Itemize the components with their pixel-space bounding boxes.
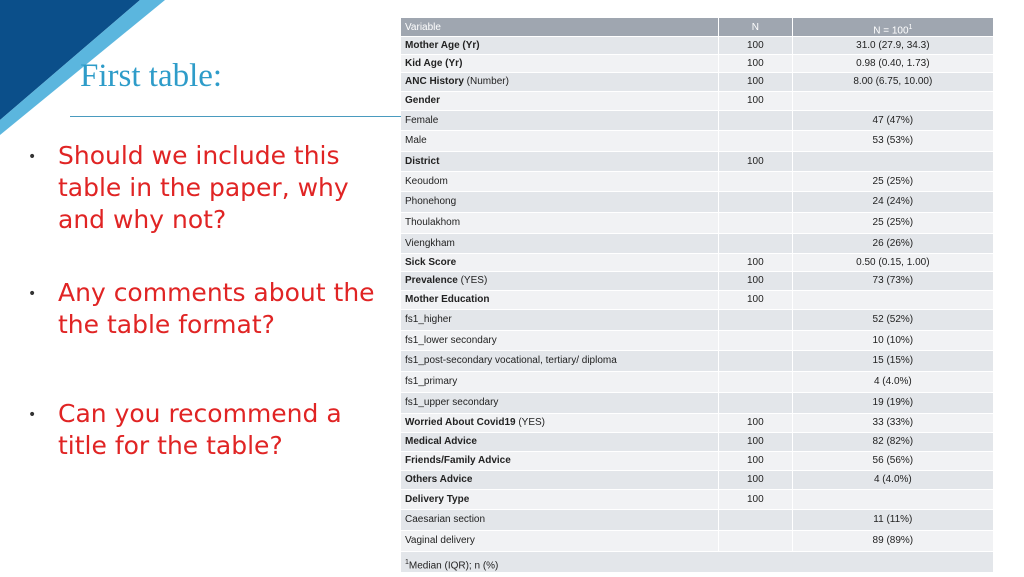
variable-label: fs1_lower secondary	[405, 335, 497, 346]
cell-variable	[401, 372, 718, 392]
cell-variable	[401, 310, 718, 330]
variable-label: Male	[405, 135, 427, 146]
bullet-item	[28, 277, 376, 341]
cell-stat: 52 (52%)	[872, 314, 914, 325]
table-row	[401, 433, 993, 452]
variable-label: District	[405, 156, 440, 167]
table-row	[401, 510, 993, 531]
cell-n	[718, 351, 793, 371]
cell-n: 100	[718, 55, 793, 72]
table-row	[401, 37, 993, 55]
cell-stat: 25 (25%)	[872, 176, 914, 187]
cell-n	[718, 131, 793, 151]
cell-n	[718, 234, 793, 253]
bullet-icon: •	[28, 407, 37, 423]
table-row	[401, 490, 993, 510]
cell-n	[718, 510, 793, 530]
cell-variable	[401, 152, 718, 171]
cell-stat: 47 (47%)	[872, 115, 914, 126]
cell-n: 100	[718, 433, 793, 451]
bullet-text: Any comments about the the table format?	[58, 278, 375, 339]
variable-label: Others Advice	[405, 474, 473, 485]
cell-variable	[401, 490, 718, 509]
variable-label: Thoulakhom	[405, 217, 461, 228]
cell-variable	[401, 192, 718, 212]
header-stat-sup: 1	[908, 24, 913, 31]
cell-stat	[793, 152, 993, 171]
cell-n	[718, 213, 793, 233]
cell-variable	[401, 331, 718, 350]
variable-label: Kid Age (Yr)	[405, 58, 463, 69]
variable-label: Prevalence	[405, 275, 458, 286]
cell-n	[718, 393, 793, 413]
variable-label: Phonehong	[405, 196, 457, 207]
cell-n	[718, 172, 793, 191]
table-row	[401, 310, 993, 331]
cell-variable	[401, 433, 718, 451]
table-header-row	[401, 18, 993, 37]
table-row	[401, 92, 993, 111]
table-body	[401, 37, 993, 552]
footnote-sup: 1	[405, 559, 409, 566]
cell-variable	[401, 471, 718, 489]
table-row	[401, 452, 993, 471]
table-row	[401, 351, 993, 372]
bullet-icon: •	[28, 286, 37, 302]
variable-label: Keoudom	[405, 176, 448, 187]
bullet-icon: •	[28, 149, 37, 165]
cell-variable	[401, 351, 718, 371]
cell-variable	[401, 131, 718, 151]
variable-suffix: (Number)	[463, 76, 509, 87]
summary-table	[401, 18, 993, 572]
cell-stat: 4 (4.0%)	[873, 376, 912, 387]
variable-label: Mother Age (Yr)	[405, 40, 480, 51]
cell-variable	[401, 291, 718, 309]
cell-variable	[401, 452, 718, 470]
table-row	[401, 172, 993, 192]
cell-stat: 4 (4.0%)	[873, 474, 912, 485]
cell-stat: 25 (25%)	[872, 217, 914, 228]
cell-n: 100	[718, 452, 793, 470]
table-row	[401, 111, 993, 131]
cell-variable	[401, 254, 718, 271]
header-stat	[793, 18, 993, 36]
table-row	[401, 331, 993, 351]
cell-n: 100	[718, 254, 793, 271]
cell-n	[718, 111, 793, 130]
cell-stat: 15 (15%)	[872, 355, 914, 366]
cell-variable	[401, 393, 718, 413]
variable-label: Viengkham	[405, 238, 455, 249]
cell-variable	[401, 414, 718, 432]
table-row	[401, 393, 993, 414]
cell-n: 100	[718, 471, 793, 489]
cell-n	[718, 310, 793, 330]
cell-stat: 89 (89%)	[872, 535, 914, 546]
table-row	[401, 272, 993, 291]
cell-stat: 0.50 (0.15, 1.00)	[856, 257, 930, 268]
variable-label: Worried About Covid19	[405, 417, 516, 428]
variable-label: Friends/Family Advice	[405, 455, 511, 466]
cell-stat	[793, 291, 993, 309]
cell-stat: 53 (53%)	[872, 135, 914, 146]
cell-stat: 8.00 (6.75, 10.00)	[853, 76, 933, 87]
cell-n	[718, 192, 793, 212]
cell-n: 100	[718, 291, 793, 309]
cell-stat: 0.98 (0.40, 1.73)	[856, 58, 930, 69]
variable-label: fs1_upper secondary	[405, 397, 499, 408]
table-row	[401, 131, 993, 152]
title-divider	[70, 116, 405, 117]
variable-label: Caesarian section	[405, 514, 486, 525]
table-footnote	[401, 552, 993, 572]
table-row	[401, 372, 993, 393]
variable-suffix: (YES)	[515, 417, 546, 428]
cell-n: 100	[718, 490, 793, 509]
cell-variable	[401, 213, 718, 233]
variable-label: Mother Education	[405, 294, 490, 305]
cell-stat: 73 (73%)	[872, 275, 914, 286]
footnote-text: Median (IQR); n (%)	[408, 560, 499, 572]
variable-label: fs1_higher	[405, 314, 452, 325]
table-row	[401, 55, 993, 73]
cell-stat: 11 (11%)	[873, 514, 913, 525]
cell-stat: 24 (24%)	[872, 196, 914, 207]
cell-stat: 10 (10%)	[872, 335, 914, 346]
cell-stat: 56 (56%)	[872, 455, 914, 466]
table-row	[401, 234, 993, 254]
cell-variable	[401, 172, 718, 191]
bullet-text: Can you recommend a title for the table?	[58, 399, 342, 460]
cell-n: 100	[718, 92, 793, 110]
cell-stat: 82 (82%)	[872, 436, 914, 447]
variable-label: fs1_post-secondary vocational, tertiary/ diploma	[405, 355, 617, 366]
variable-suffix: (YES)	[457, 275, 488, 286]
table-row	[401, 73, 993, 92]
header-variable: Variable	[405, 22, 441, 33]
bullet-text: Should we include this table in the paper, why and why not?	[58, 141, 349, 234]
cell-n	[718, 372, 793, 392]
cell-n	[718, 331, 793, 350]
table-row	[401, 213, 993, 234]
cell-variable	[401, 111, 718, 130]
bullet-item	[28, 398, 376, 462]
variable-label: Delivery Type	[405, 494, 470, 505]
table-row	[401, 414, 993, 433]
cell-n: 100	[718, 414, 793, 432]
variable-label: ANC History	[405, 76, 464, 87]
cell-stat	[793, 490, 993, 509]
cell-stat: 31.0 (27.9, 34.3)	[856, 40, 930, 51]
variable-label: Female	[405, 115, 439, 126]
cell-n: 100	[718, 73, 793, 91]
table-row	[401, 471, 993, 490]
cell-stat	[793, 92, 993, 110]
cell-n	[718, 531, 793, 551]
cell-variable	[401, 510, 718, 530]
cell-stat: 26 (26%)	[872, 238, 914, 249]
variable-label: Gender	[405, 95, 441, 106]
table-row	[401, 291, 993, 310]
variable-label: Sick Score	[405, 257, 457, 268]
cell-variable	[401, 55, 718, 72]
cell-stat: 33 (33%)	[872, 417, 914, 428]
bullet-item	[28, 140, 376, 236]
variable-label: fs1_primary	[405, 376, 458, 387]
variable-label: Medical Advice	[405, 436, 477, 447]
cell-variable	[401, 73, 718, 91]
table-row	[401, 152, 993, 172]
table-row	[401, 192, 993, 213]
cell-n: 100	[718, 37, 793, 54]
cell-n: 100	[718, 272, 793, 290]
cell-n: 100	[718, 152, 793, 171]
header-stat-label: N = 100	[873, 25, 909, 37]
table-row	[401, 531, 993, 552]
cell-stat: 19 (19%)	[872, 397, 914, 408]
cell-variable	[401, 531, 718, 551]
cell-variable	[401, 272, 718, 290]
cell-variable	[401, 37, 718, 54]
header-n: N	[718, 18, 793, 36]
cell-variable	[401, 92, 718, 110]
variable-label: Vaginal delivery	[405, 535, 475, 546]
table-row	[401, 254, 993, 272]
slide-title: First table:	[80, 58, 223, 94]
cell-variable	[401, 234, 718, 253]
